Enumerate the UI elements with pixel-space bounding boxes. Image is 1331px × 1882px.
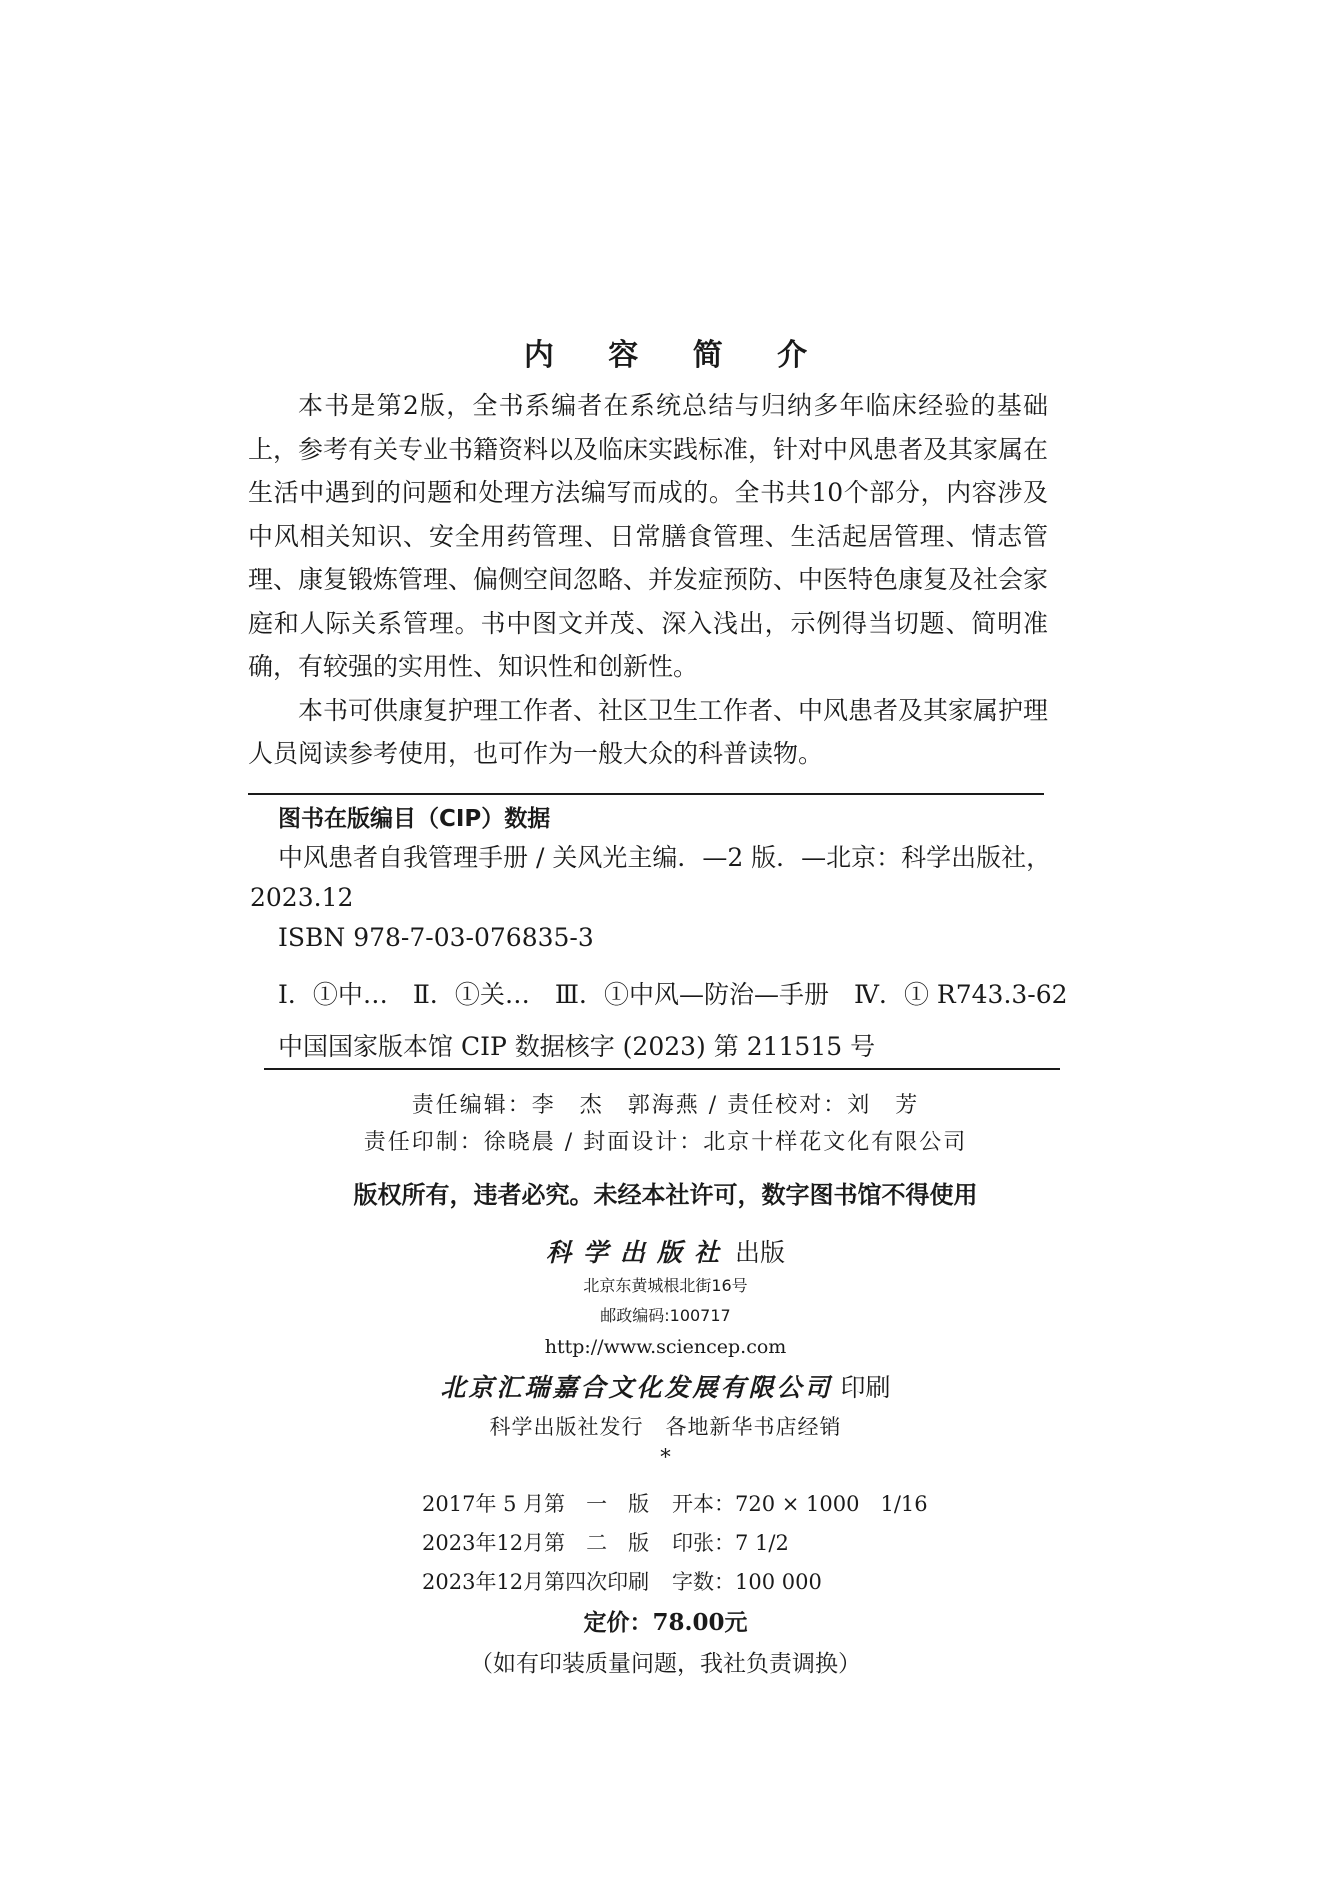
cip-top-rule xyxy=(248,793,1044,795)
publisher-logo: 科学出版社 xyxy=(545,1238,731,1267)
printer-logo: 北京汇瑞嘉合文化发展有限公司 xyxy=(440,1373,833,1402)
intro-paragraph: 本书可供康复护理工作者、社区卫生工作者、中风患者及其家属护理人员阅读参考使用，也可作为一般大众的科普读物。 xyxy=(248,695,1049,768)
edition-spec: 开本：720 × 1000 1/16 xyxy=(672,1492,928,1516)
publisher-postcode: 邮政编码:100717 xyxy=(600,1306,731,1325)
separator-star: * xyxy=(660,1445,671,1469)
distribution-line: 科学出版社发行 各地新华书店经销 xyxy=(489,1415,842,1439)
cip-heading: 图书在版编目（CIP）数据 xyxy=(278,806,551,832)
edition-spec: 印张：7 1/2 xyxy=(672,1531,789,1555)
rights-notice: 版权所有，违者必究。未经本社许可，数字图书馆不得使用 xyxy=(353,1181,978,1209)
edition-date: 2017年 5 月第 一 版 xyxy=(422,1492,650,1516)
edition-row xyxy=(422,1527,789,1557)
credits-editors: 责任编辑：李 杰 郭海燕 / 责任校对：刘 芳 xyxy=(411,1093,920,1118)
printer-line xyxy=(0,1368,1331,1404)
printer-suffix: 印刷 xyxy=(840,1373,891,1402)
edition-row xyxy=(422,1488,928,1518)
cip-classification: Ⅰ．①中… Ⅱ．①关… Ⅲ．①中风—防治—手册 Ⅳ．① R743.3-62 xyxy=(278,980,1068,1009)
publisher-suffix: 出版 xyxy=(735,1238,786,1267)
cip-isbn: ISBN 978-7-03-076835-3 xyxy=(278,923,594,952)
edition-date: 2023年12月第 二 版 xyxy=(422,1531,650,1555)
publisher-address: 北京东黄城根北街16号 xyxy=(583,1276,748,1295)
intro-paragraph: 本书是第2版，全书系编者在系统总结与归纳多年临床经验的基础上，参考有关专业书籍资料以及临床实践标准，针对中风患者及其家属在生活中遇到的问题和处理方法编写而成的。全书共10个部分，内容涉及中风相关知识、安全用药管理、日常膳食管理、生活起居管理、情志管理、康复锻炼管理、偏侧空间忽略、并发症预防、中医特色康复及社会家庭和人际关系管理。书中图文并茂、深入浅出，示例得当切题、简明准确，有较强的实用性、知识性和创新性。 xyxy=(248,391,1049,681)
quality-note: （如有印装质量问题，我社负责调换） xyxy=(470,1651,861,1677)
publisher-url: http://www.sciencep.com xyxy=(544,1336,787,1358)
cip-record: 中国国家版本馆 CIP 数据核字 (2023) 第 211515 号 xyxy=(278,1032,876,1061)
cip-bottom-rule xyxy=(264,1068,1060,1070)
cip-line2: 2023.12 xyxy=(250,883,354,912)
cip-line1: 中风患者自我管理手册 / 关风光主编．—2 版．—北京：科学出版社， xyxy=(278,843,1052,872)
credits-production: 责任印制：徐晓晨 / 封面设计：北京十样花文化有限公司 xyxy=(363,1130,968,1155)
intro-body xyxy=(248,384,1048,776)
publisher-line xyxy=(0,1233,1331,1269)
intro-title: 内 容 简 介 xyxy=(523,338,830,373)
edition-row xyxy=(422,1566,822,1596)
edition-spec: 字数：100 000 xyxy=(672,1570,822,1594)
edition-date: 2023年12月第四次印刷 xyxy=(422,1570,650,1594)
price: 定价：78.00元 xyxy=(583,1609,748,1636)
